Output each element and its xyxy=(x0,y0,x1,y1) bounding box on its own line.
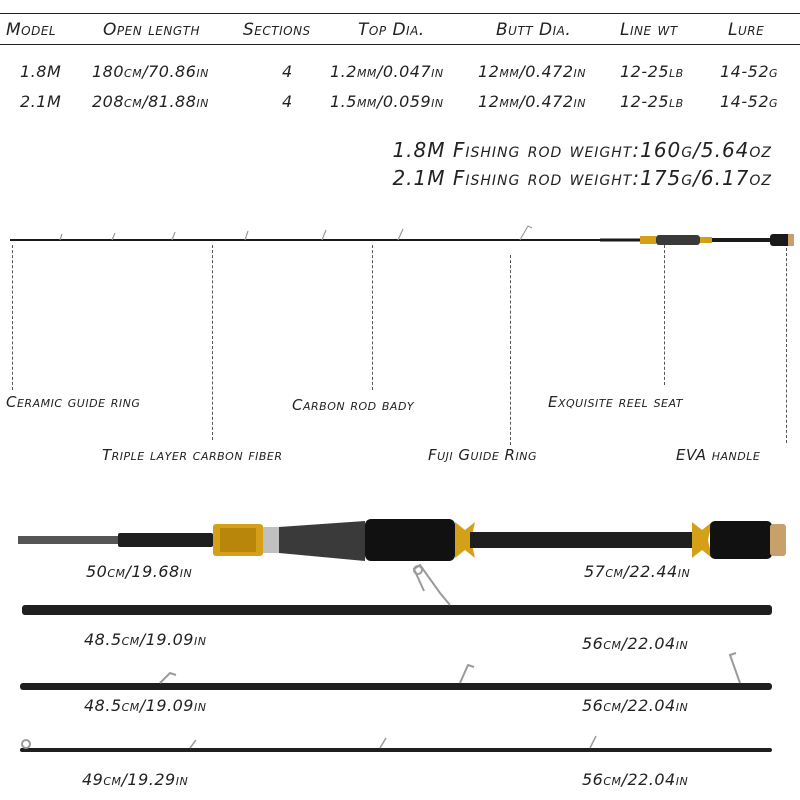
section-4-right-length: 56cm/22.04in xyxy=(582,770,689,789)
callout-line-ceramic xyxy=(12,245,13,390)
callout-line-eva xyxy=(786,248,787,443)
section-1-left-length: 50cm/19.68in xyxy=(86,562,193,581)
section-3-left-length: 48.5cm/19.09in xyxy=(84,696,207,715)
table-cell: 4 xyxy=(282,92,293,111)
full-rod xyxy=(10,226,794,246)
rod-section-1 xyxy=(18,519,786,561)
section-2-right-length: 56cm/22.04in xyxy=(582,634,689,653)
reel-seat-gold-ring xyxy=(640,236,656,244)
header-model: Model xyxy=(6,20,57,40)
section-2-left-length: 48.5cm/19.09in xyxy=(84,630,207,649)
weight-line-1-8m: 1.8M Fishing rod weight:160g/5.64oz xyxy=(392,138,772,162)
table-cell: 2.1M xyxy=(20,92,62,111)
table-cell: 1.8M xyxy=(20,62,62,81)
callout-ceramic-guide-ring: Ceramic guide ring xyxy=(6,393,141,411)
table-cell: 14-52g xyxy=(720,92,779,111)
header-sections: Sections xyxy=(243,20,311,40)
table-cell: 180cm/70.86in xyxy=(92,62,209,81)
rear-grip xyxy=(710,521,772,559)
header-open-length: Open length xyxy=(103,20,200,40)
table-cell: 1.5mm/0.059in xyxy=(330,92,444,111)
header-top-dia: Top Dia. xyxy=(358,20,425,40)
section-3-right-length: 56cm/22.04in xyxy=(582,696,689,715)
callout-fuji-guide-ring: Fuji Guide Ring xyxy=(428,446,537,464)
fore-grip xyxy=(365,519,455,561)
rod-section-4 xyxy=(20,736,772,752)
table-cell: 208cm/81.88in xyxy=(92,92,209,111)
table-cell: 12mm/0.472in xyxy=(478,62,587,81)
callout-triple-layer: Triple layer carbon fiber xyxy=(102,446,283,464)
table-cell: 14-52g xyxy=(720,62,779,81)
weight-line-2-1m: 2.1M Fishing rod weight:175g/6.17oz xyxy=(392,166,772,190)
table-cell: 12-25lb xyxy=(620,92,684,111)
callout-reel-seat: Exquisite reel seat xyxy=(548,393,683,411)
rod-section-3 xyxy=(20,653,772,690)
callout-line-fuji xyxy=(510,255,511,445)
callout-carbon-rod-body: Carbon rod bady xyxy=(292,396,415,414)
table-cell: 1.2mm/0.047in xyxy=(330,62,444,81)
callout-eva-handle: EVA handle xyxy=(676,446,761,464)
section-1-right-length: 57cm/22.44in xyxy=(584,562,691,581)
section-4-left-length: 49cm/19.29in xyxy=(82,770,189,789)
callout-line-carbon-body xyxy=(372,245,373,390)
callout-line-reel-seat xyxy=(664,245,665,385)
table-cell: 4 xyxy=(282,62,293,81)
header-butt-dia: Butt Dia. xyxy=(496,20,572,40)
table-cell: 12mm/0.472in xyxy=(478,92,587,111)
cork-butt-cap xyxy=(770,524,786,556)
header-line-wt: Line wt xyxy=(620,20,678,40)
header-lure: Lure xyxy=(728,20,765,40)
callout-line-triple-layer xyxy=(212,245,213,440)
table-cell: 12-25lb xyxy=(620,62,684,81)
